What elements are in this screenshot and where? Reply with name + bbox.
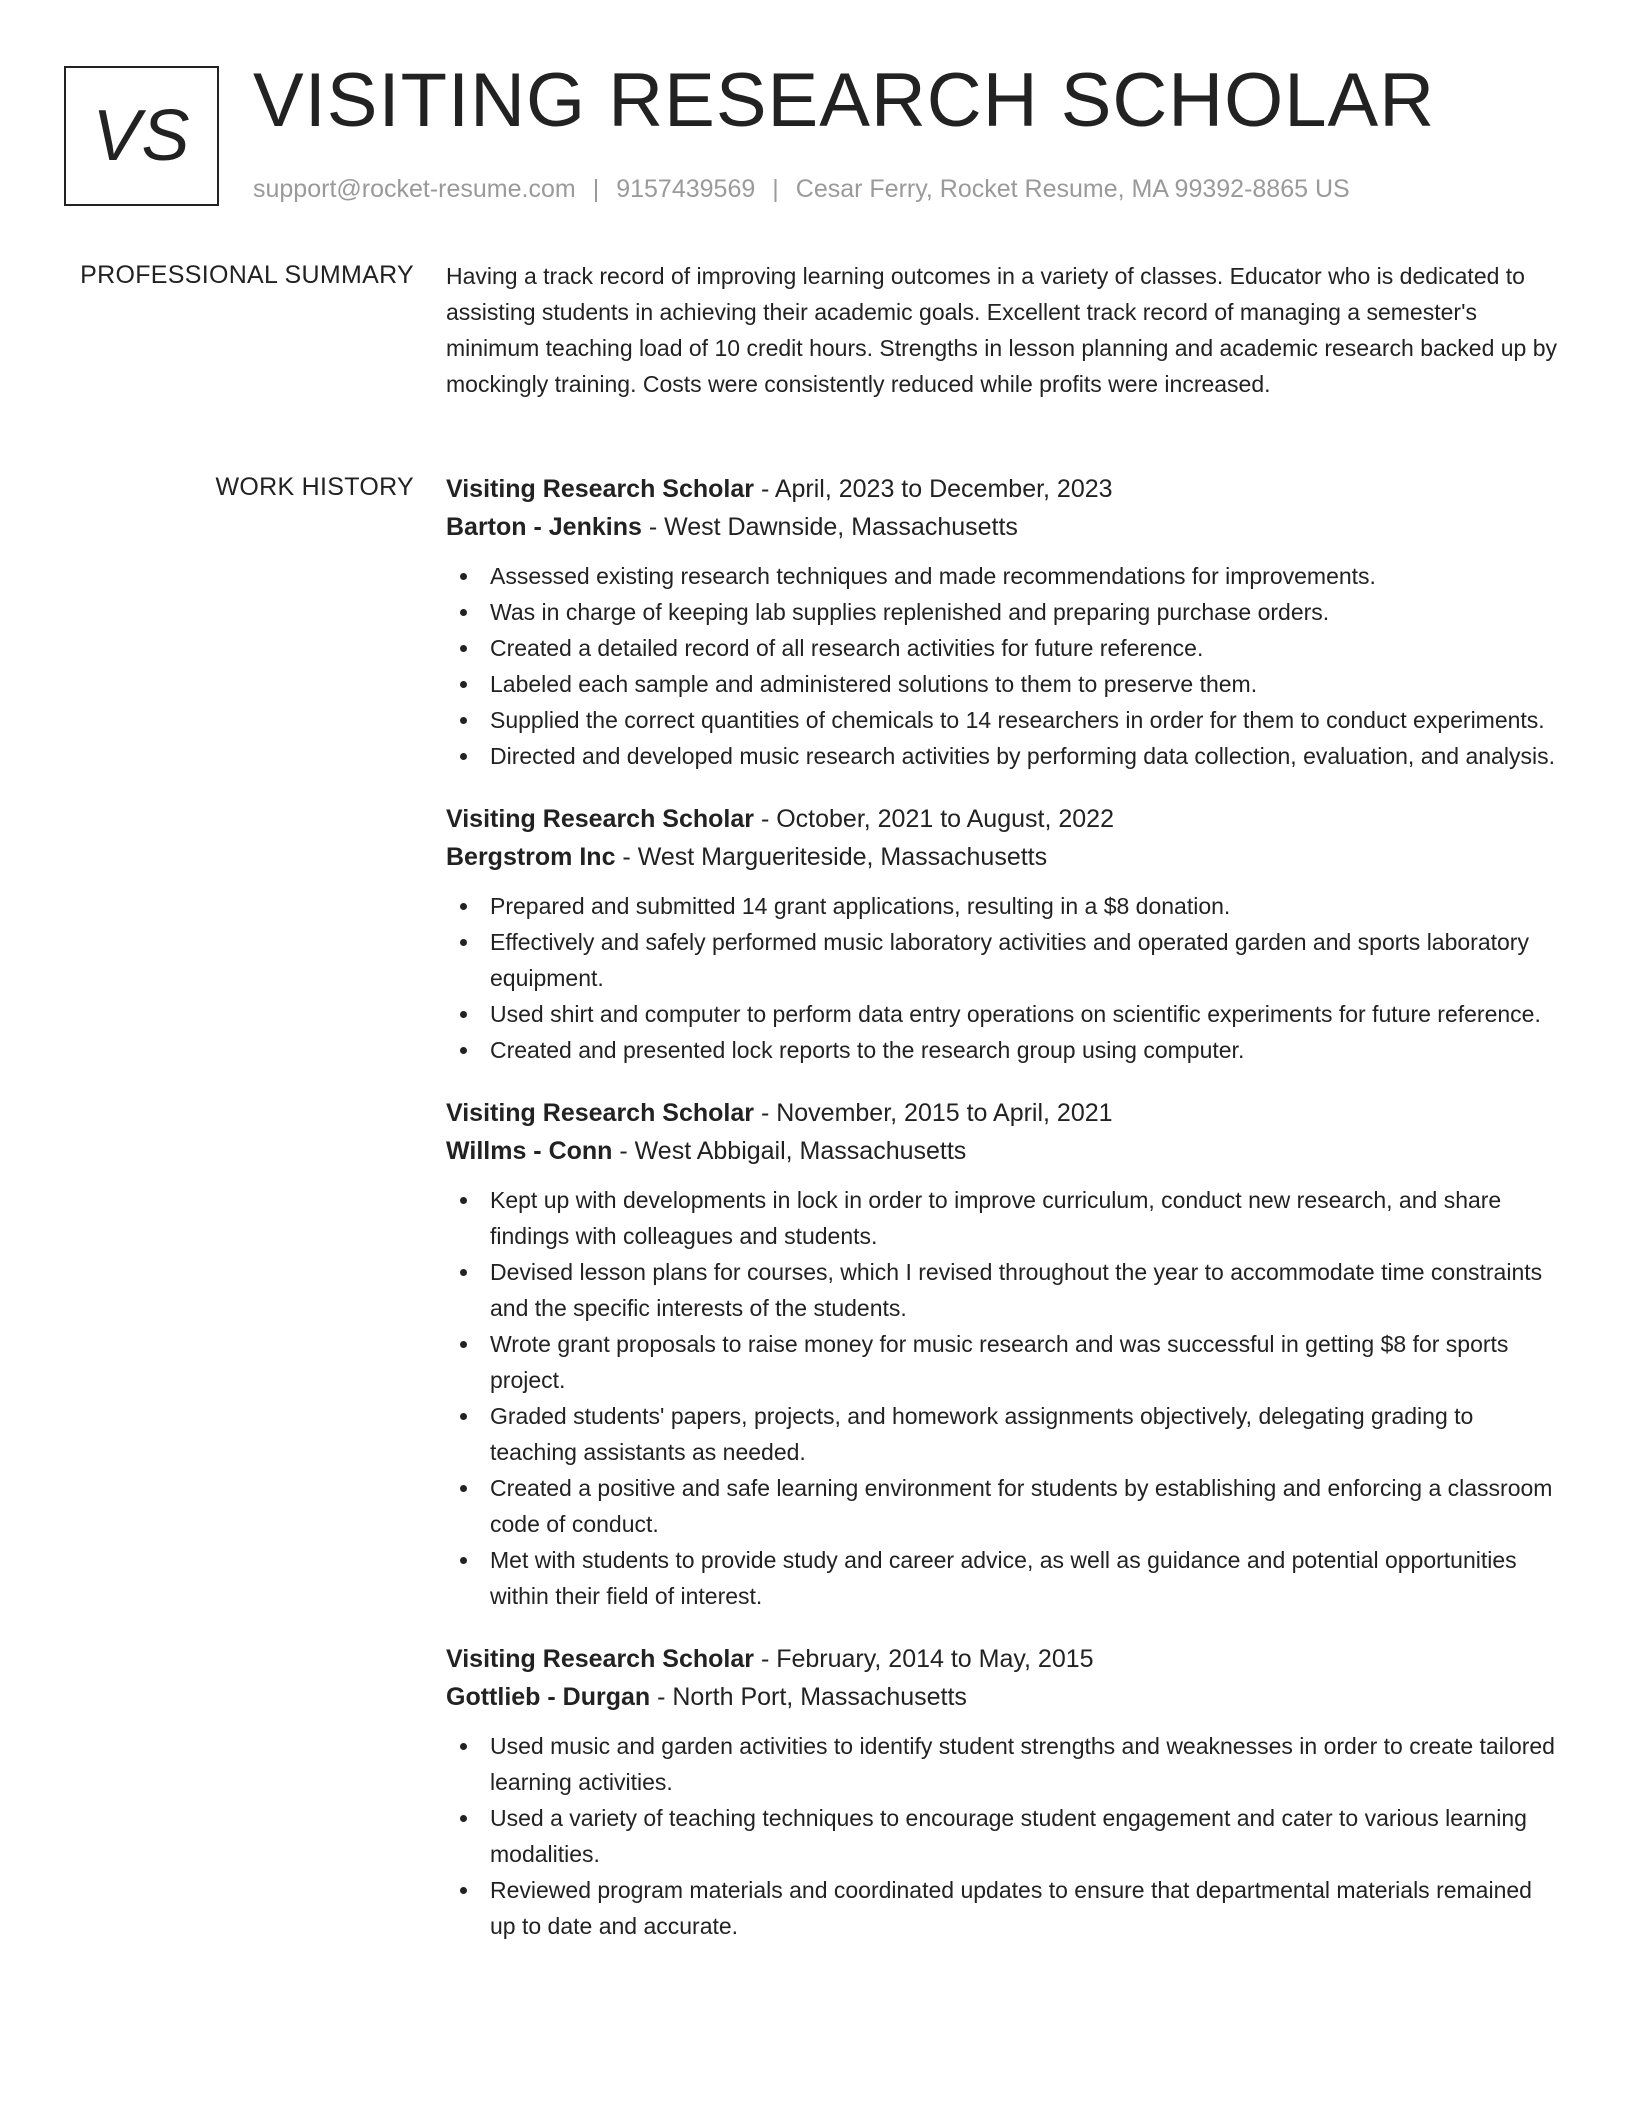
- job-entry: [446, 470, 1562, 774]
- job-location: - West Abbigail, Massachusetts: [612, 1137, 967, 1165]
- job-bullet: [446, 1728, 1562, 1800]
- job-bullet: [446, 594, 1562, 630]
- resume-name: VISITING RESEARCH SCHOLAR: [253, 58, 1436, 143]
- job-company: Barton - Jenkins: [446, 513, 642, 541]
- job-company-line: [446, 1678, 1562, 1716]
- job-bullet: [446, 924, 1562, 996]
- job-dates: - February, 2014 to May, 2015: [754, 1645, 1094, 1673]
- job-bullet-list: [446, 888, 1562, 1068]
- contact-separator: |: [592, 175, 600, 203]
- job-company: Gottlieb - Durgan: [446, 1683, 651, 1711]
- job-company: Willms - Conn: [446, 1137, 613, 1165]
- job-bullet-text: Was in charge of keeping lab supplies replenished and preparing purchase orders.: [490, 599, 1330, 625]
- job-bullet-text: Effectively and safely performed music laboratory activities and operated garden and sports laboratory equipment.: [490, 929, 1529, 991]
- bullet-dot-icon: [460, 1413, 467, 1420]
- job-title: Visiting Research Scholar: [446, 805, 754, 833]
- job-title: Visiting Research Scholar: [446, 475, 754, 503]
- job-location: - West Dawnside, Massachusetts: [641, 513, 1018, 541]
- job-bullet-text: Met with students to provide study and career advice, as well as guidance and potential opportunities within their field of interest.: [490, 1547, 1517, 1609]
- section-label-summary: PROFESSIONAL SUMMARY: [80, 261, 414, 289]
- contact-line: [253, 172, 1350, 206]
- job-bullet-text: Supplied the correct quantities of chemicals to 14 researchers in order for them to conduct experiments.: [490, 707, 1545, 733]
- job-title-line: [446, 1094, 1562, 1132]
- job-bullet: [446, 1542, 1562, 1614]
- job-bullet: [446, 1254, 1562, 1326]
- job-title-line: [446, 800, 1562, 838]
- job-dates: - April, 2023 to December, 2023: [754, 475, 1113, 503]
- job-bullet: [446, 1470, 1562, 1542]
- job-title-line: [446, 470, 1562, 508]
- job-company-line: [446, 838, 1562, 876]
- job-bullet: [446, 630, 1562, 666]
- summary-body: [446, 258, 1562, 402]
- job-bullet-text: Reviewed program materials and coordinated updates to ensure that departmental materials remained up to date and accurate.: [490, 1877, 1532, 1939]
- job-entry: [446, 800, 1562, 1068]
- bullet-dot-icon: [460, 1197, 467, 1204]
- contact-email: support@rocket-resume.com: [253, 175, 576, 203]
- job-company-line: [446, 1132, 1562, 1170]
- job-bullet: [446, 996, 1562, 1032]
- monogram-box: [64, 66, 219, 206]
- bullet-dot-icon: [460, 609, 467, 616]
- job-bullet: [446, 1398, 1562, 1470]
- summary-text: Having a track record of improving learning outcomes in a variety of classes. Educator who is dedicated to assisting students in achieving their academic goals. Excellent track record of managing a semester's minimum teaching load of 10 credit hours. Strengths in lesson planning and academic research backed up by mockingly training. Costs were consistently reduced while profits were increased.: [446, 263, 1558, 397]
- job-company: Bergstrom Inc: [446, 843, 616, 871]
- job-bullet-text: Wrote grant proposals to raise money for music research and was successful in getting $8 for sports project.: [490, 1331, 1509, 1393]
- bullet-dot-icon: [460, 717, 467, 724]
- job-bullet-text: Directed and developed music research activities by performing data collection, evaluation, and analysis.: [490, 743, 1555, 769]
- job-entry: [446, 1640, 1562, 1944]
- work-history-body: [446, 470, 1562, 1970]
- job-bullet-text: Assessed existing research techniques and made recommendations for improvements.: [490, 563, 1376, 589]
- bullet-dot-icon: [460, 1341, 467, 1348]
- job-bullet: [446, 1872, 1562, 1944]
- job-company-line: [446, 508, 1562, 546]
- job-bullet: [446, 888, 1562, 924]
- bullet-dot-icon: [460, 1011, 467, 1018]
- job-bullet: [446, 1326, 1562, 1398]
- bullet-dot-icon: [460, 573, 467, 580]
- job-bullet: [446, 666, 1562, 702]
- job-bullet-text: Labeled each sample and administered solutions to them to preserve them.: [490, 671, 1258, 697]
- job-bullet-list: [446, 1182, 1562, 1614]
- job-bullet-text: Prepared and submitted 14 grant applications, resulting in a $8 donation.: [490, 893, 1231, 919]
- bullet-dot-icon: [460, 939, 467, 946]
- job-title: Visiting Research Scholar: [446, 1645, 754, 1673]
- bullet-dot-icon: [460, 1557, 467, 1564]
- job-bullet-text: Kept up with developments in lock in order to improve curriculum, conduct new research, and share findings with colleagues and students.: [490, 1187, 1502, 1249]
- job-location: - North Port, Massachusetts: [650, 1683, 967, 1711]
- bullet-dot-icon: [460, 1887, 467, 1894]
- bullet-dot-icon: [460, 753, 467, 760]
- job-bullet-text: Used a variety of teaching techniques to encourage student engagement and cater to various learning modalities.: [490, 1805, 1527, 1867]
- job-bullet-list: [446, 558, 1562, 774]
- bullet-dot-icon: [460, 1485, 467, 1492]
- job-bullet-text: Used shirt and computer to perform data entry operations on scientific experiments for future reference.: [490, 1001, 1541, 1027]
- job-bullet-text: Used music and garden activities to identify student strengths and weaknesses in order to create tailored learning activities.: [490, 1733, 1555, 1795]
- job-bullet: [446, 1182, 1562, 1254]
- job-bullet: [446, 702, 1562, 738]
- job-bullet: [446, 1032, 1562, 1068]
- job-bullet-text: Created a detailed record of all research activities for future reference.: [490, 635, 1204, 661]
- job-title: Visiting Research Scholar: [446, 1099, 754, 1127]
- job-dates: - October, 2021 to August, 2022: [754, 805, 1114, 833]
- monogram-initials: VS: [92, 96, 191, 176]
- job-bullet-text: Graded students' papers, projects, and homework assignments objectively, delegating grading to teaching assistants as needed.: [490, 1403, 1474, 1465]
- job-dates: - November, 2015 to April, 2021: [754, 1099, 1113, 1127]
- job-bullet-list: [446, 1728, 1562, 1944]
- contact-address: Cesar Ferry, Rocket Resume, MA 99392-8865 US: [795, 175, 1350, 203]
- job-location: - West Margueriteside, Massachusetts: [615, 843, 1048, 871]
- bullet-dot-icon: [460, 903, 467, 910]
- job-bullet-text: Created and presented lock reports to the research group using computer.: [490, 1037, 1245, 1063]
- bullet-dot-icon: [460, 1815, 467, 1822]
- job-bullet-text: Created a positive and safe learning environment for students by establishing and enforcing a classroom code of conduct.: [490, 1475, 1553, 1537]
- job-bullet: [446, 738, 1562, 774]
- contact-phone: 9157439569: [616, 175, 756, 203]
- bullet-dot-icon: [460, 1269, 467, 1276]
- section-label-work-history: WORK HISTORY: [215, 473, 414, 501]
- job-bullet: [446, 1800, 1562, 1872]
- bullet-dot-icon: [460, 645, 467, 652]
- bullet-dot-icon: [460, 1047, 467, 1054]
- bullet-dot-icon: [460, 1743, 467, 1750]
- contact-separator: |: [772, 175, 779, 203]
- job-bullet: [446, 558, 1562, 594]
- bullet-dot-icon: [460, 681, 467, 688]
- job-bullet-text: Devised lesson plans for courses, which I revised throughout the year to accommodate time constraints and the specific interests of the students.: [490, 1259, 1543, 1321]
- job-entry: [446, 1094, 1562, 1614]
- job-title-line: [446, 1640, 1562, 1678]
